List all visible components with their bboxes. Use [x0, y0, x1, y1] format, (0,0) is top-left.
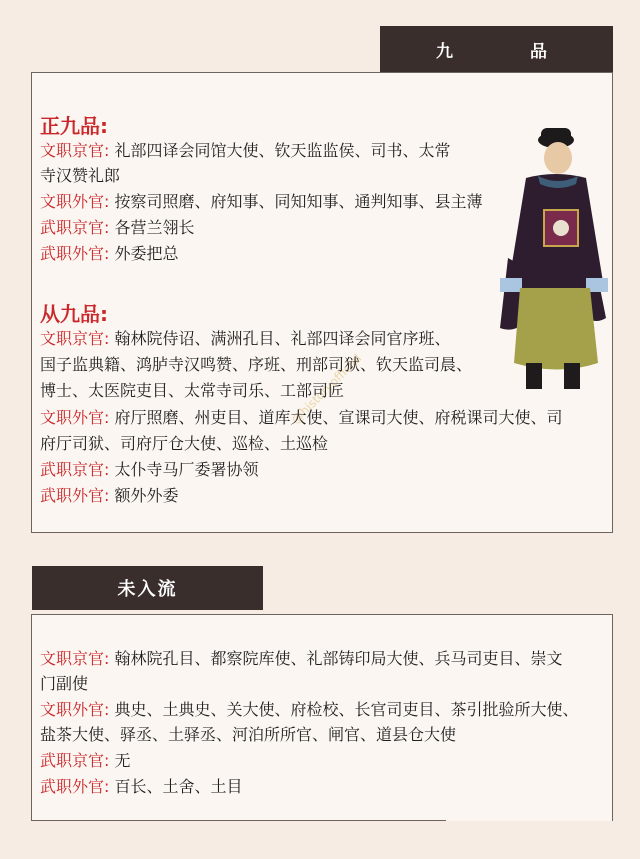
row-text: 额外外委 — [114, 486, 179, 505]
row-text: 按察司照磨、府知事、同知知事、通判知事、县主薄 — [114, 192, 483, 211]
row-label: 武职外官: — [40, 777, 110, 796]
row-label: 武职京官: — [40, 460, 110, 479]
header-nine-rank: 九 品 — [380, 26, 613, 72]
row-label: 文职外官: — [40, 192, 110, 211]
zheng-row-1-cont — [40, 163, 120, 188]
cong-row-4 — [40, 483, 179, 508]
row-text: 博士、太医院吏目、太常寺司乐、工部司匠 — [40, 381, 345, 400]
row-text: 寺汉赞礼郎 — [40, 166, 121, 185]
section-title-cong-nine: 从九品: — [40, 302, 108, 326]
qing-official-portrait — [486, 118, 614, 398]
cong-row-1-cont — [40, 352, 472, 377]
panel-bottom-border — [31, 820, 446, 821]
unranked-row-2-cont — [40, 722, 456, 747]
cong-row-2-cont — [40, 431, 328, 456]
unranked-row-1 — [40, 646, 563, 671]
row-label: 文职外官: — [40, 700, 110, 719]
row-text: 百长、土舍、土目 — [114, 777, 243, 796]
row-text: 各营兰翎长 — [114, 218, 195, 237]
watermark-text: @historyofficial — [288, 351, 365, 427]
row-text: 礼部四译会同馆大使、钦天监监侯、司书、太常 — [114, 141, 451, 160]
row-text: 翰林院侍诏、满洲孔目、礼部四译会同官序班、 — [114, 329, 451, 348]
cong-row-1-cont2 — [40, 378, 344, 403]
row-text: 府厅司狱、司府厅仓大使、巡检、土巡检 — [40, 434, 329, 453]
row-label: 武职京官: — [40, 218, 110, 237]
row-text: 太仆寺马厂委署协领 — [114, 460, 259, 479]
unranked-row-1-cont — [40, 671, 88, 696]
row-text: 门副使 — [40, 674, 89, 693]
zheng-row-3 — [40, 215, 195, 240]
row-label: 武职外官: — [40, 486, 110, 505]
section-title-zheng-nine: 正九品: — [40, 114, 108, 138]
zheng-row-2 — [40, 189, 483, 214]
row-text: 盐茶大使、驿丞、土驿丞、河泊所所官、闸官、道县仓大使 — [40, 725, 457, 744]
row-label: 武职外官: — [40, 244, 110, 263]
row-label: 武职京官: — [40, 751, 110, 770]
zheng-row-1 — [40, 138, 451, 163]
unranked-row-4 — [40, 774, 243, 799]
row-text: 国子监典籍、鸿胪寺汉鸣赞、序班、刑部司狱、钦天监司晨、 — [40, 355, 473, 374]
header-unranked: 未入流 — [32, 566, 263, 610]
row-text: 无 — [114, 751, 131, 770]
zheng-row-4 — [40, 241, 179, 266]
row-text: 典史、土典史、关大使、府检校、长官司吏目、茶引批验所大使、 — [114, 700, 579, 719]
cong-row-1 — [40, 326, 451, 351]
row-label: 文职外官: — [40, 408, 110, 427]
row-label: 文职京官: — [40, 141, 110, 160]
row-text: 翰林院孔目、都察院库使、礼部铸印局大使、兵马司吏目、崇文 — [114, 649, 563, 668]
row-label: 文职京官: — [40, 329, 110, 348]
row-label: 文职京官: — [40, 649, 110, 668]
row-text: 府厅照磨、州吏目、道库大使、宣课司大使、府税课司大使、司 — [114, 408, 563, 427]
cong-row-2 — [40, 405, 563, 430]
unranked-row-2 — [40, 697, 579, 722]
cong-row-3 — [40, 457, 259, 482]
unranked-row-3 — [40, 748, 131, 773]
row-text: 外委把总 — [114, 244, 179, 263]
